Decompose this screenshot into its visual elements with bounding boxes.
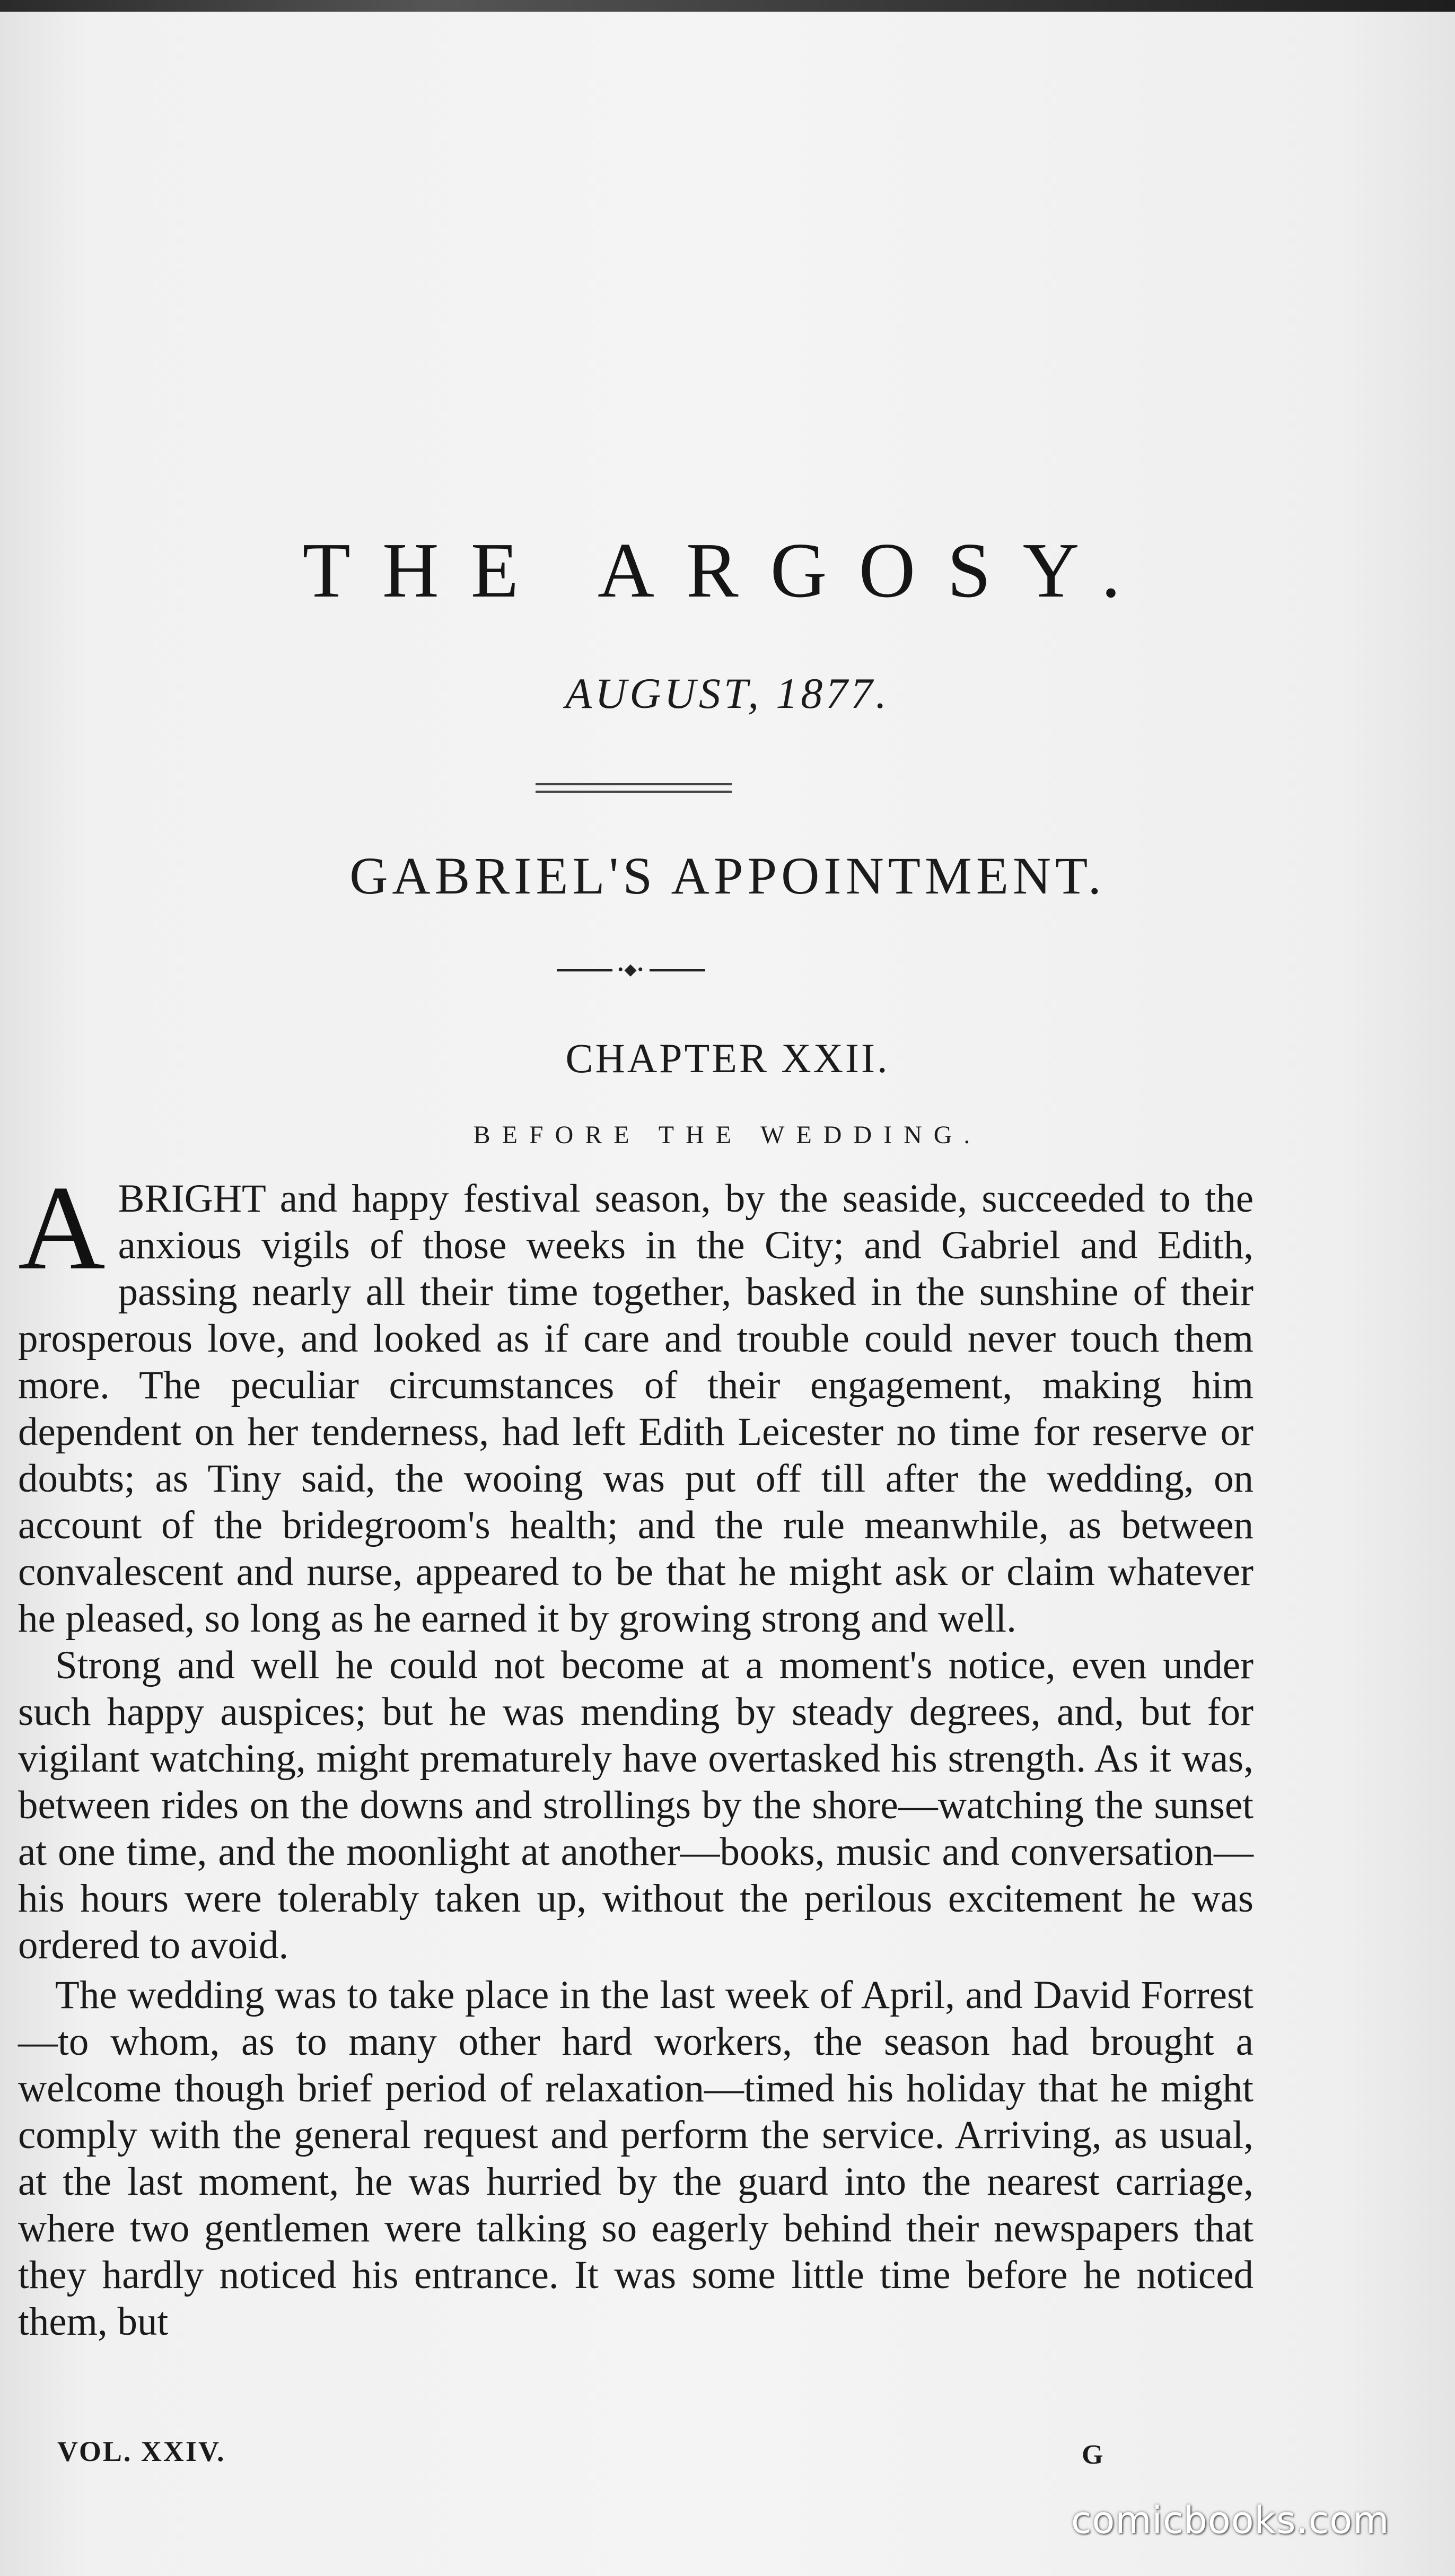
watermark: comicbooks.com — [1071, 2499, 1390, 2542]
volume-footer: VOL. XXIV. — [57, 2435, 226, 2467]
issue-date: AUGUST, 1877. — [565, 669, 890, 717]
ornament-bar-left — [557, 969, 612, 971]
scan-top-edge — [0, 0, 1455, 12]
drop-cap: A — [18, 1161, 106, 1295]
ornament-bar-right — [650, 969, 705, 971]
magazine-title: THE ARGOSY. — [302, 527, 1153, 614]
chapter-title: CHAPTER XXII. — [565, 1035, 890, 1081]
paragraph-1-text: BRIGHT and happy festival season, by the seaside, succeeded to the anxious vigils of those weeks in the City; and Gabriel and Edith, passing nearly all their time together, basked in the sunshine of their prosperous love, and looked as if care and trouble could never touch them more. The peculiar circumstances of their engagement, making him dependent on her tenderness, had left Edith Leicester no time for reserve or doubts; as Tiny said, the wooing was put off till after the wedding, on account of the bridegroom's health; and the rule meanwhile, as between convalescent and nurse, appeared to be that he might ask or claim whatever he pleased, so long as he earned it by growing strong and well. — [18, 1177, 1254, 1641]
ornament-divider — [557, 963, 705, 976]
paragraph-3: The wedding was to take place in the last week of April, and David Forrest—to whom, as to many other hard workers, the season had brought a welcome though brief period of relaxation—timed his holiday that he might comply with the general request and perform the service. Arriving, as usual, at the last moment, he was hurried by the guard into the nearest carriage, where two gentlemen were talking so eagerly behind their newspapers that they hardly noticed his entrance. It was some little time before he noticed them, but — [18, 1973, 1254, 2344]
paragraph-2: Strong and well he could not become at a moment's notice, even under such happy auspices; but he was mending by steady degrees, and, but for vigilant watching, might prematurely have overtasked his strength. As it was, between rides on the downs and strollings by the shore—watching the sunset at one time, and the moonlight at another—books, music and conversation—his hours were tolerably taken up, without the perilous excitement he was ordered to avoid. — [18, 1643, 1254, 1967]
signature-mark: G — [1082, 2440, 1103, 2470]
body-text — [18, 1161, 1254, 2345]
magazine-page — [0, 12, 1455, 2576]
double-rule-divider — [536, 783, 732, 793]
paragraph-1 — [18, 1161, 1254, 1642]
ornament-dots-icon: •◆• — [617, 961, 645, 978]
chapter-subtitle: BEFORE THE WEDDING. — [473, 1121, 982, 1149]
story-title: GABRIEL'S APPOINTMENT. — [349, 846, 1106, 905]
